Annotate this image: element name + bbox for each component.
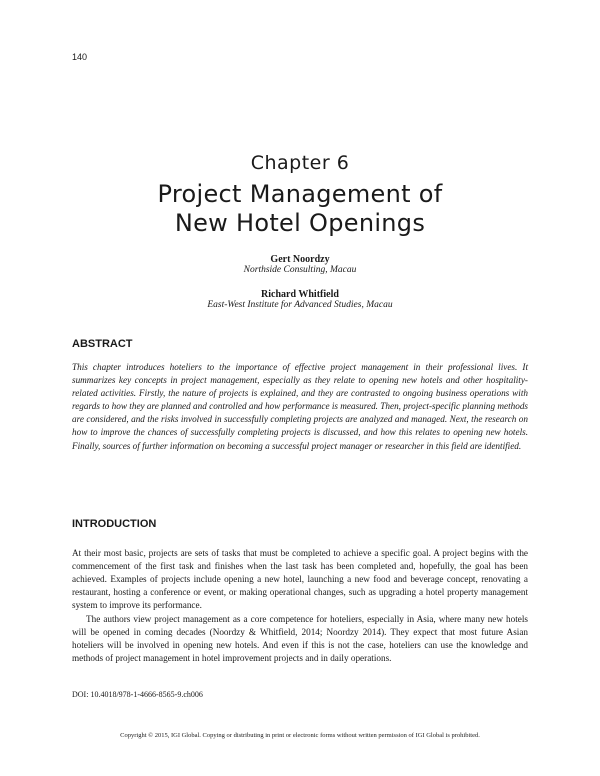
chapter-label: Chapter 6 (250, 152, 350, 174)
author-block (0, 254, 600, 275)
introduction-heading: INTRODUCTION (72, 518, 157, 530)
chapter-title-line-1: Project Management of (157, 180, 443, 208)
author-affiliation: Northside Consulting, Macau (243, 265, 357, 275)
chapter-title-line-2: New Hotel Openings (174, 209, 426, 237)
abstract-text: This chapter introduces hoteliers to the importance of effective project management in their professional lives. It summarizes key concepts in project management, especially as they relate to opening new hotels and other hospitality-related activities. Firstly, the nature of projects is explained, and they are contrasted to ongoing business operations with regards to how they are planned and controlled and how performance is measured. Then, project-specific planning methods are considered, and the risks involved in successfully completing projects are analyzed and managed. Next, the research on how to improve the chances of successfully completing projects is discussed, and how this relates to opening new hotels. Finally, sources of further information on becoming a successful project manager or researcher in this field are identified. (72, 362, 528, 451)
doi: DOI: 10.4018/978-1-4666-8565-9.ch006 (72, 690, 203, 699)
author-name: Gert Noordzy (270, 254, 330, 265)
introduction-paragraph-1: At their most basic, projects are sets of tasks that must be completed to achieve a specific goal. A project begins with the commencement of the first task and finishes when the last task has been completed and, hopefully, the goal has been achieved. Examples of projects include opening a new hotel, launching a new food and beverage concept, renovating a restaurant, hosting a conference or event, or making operational changes, such as upgrading a hotel property management system to improve its performance. (72, 548, 528, 611)
introduction-paragraph-2: The authors view project management as a core competence for hoteliers, especially in Asia, where many new hotels will be opened in coming decades (Noordzy & Whitfield, 2014; Noordzy 2014). They expect that most future Asian hoteliers will be involved in opening new hotels. And even if this is not the case, hoteliers can use the knowledge and methods of project management in hotel improvement projects and in daily operations. (72, 614, 528, 664)
copyright-notice: Copyright © 2015, IGI Global. Copying or distributing in print or electronic forms without written permission of IGI Global is prohibited. (120, 732, 480, 739)
chapter-title (0, 180, 600, 238)
page-number: 140 (72, 52, 88, 62)
author-affiliation: East-West Institute for Advanced Studies, Macau (207, 300, 393, 310)
author-name: Richard Whitfield (261, 289, 339, 300)
author-block (0, 289, 600, 310)
abstract-heading: ABSTRACT (72, 338, 133, 350)
